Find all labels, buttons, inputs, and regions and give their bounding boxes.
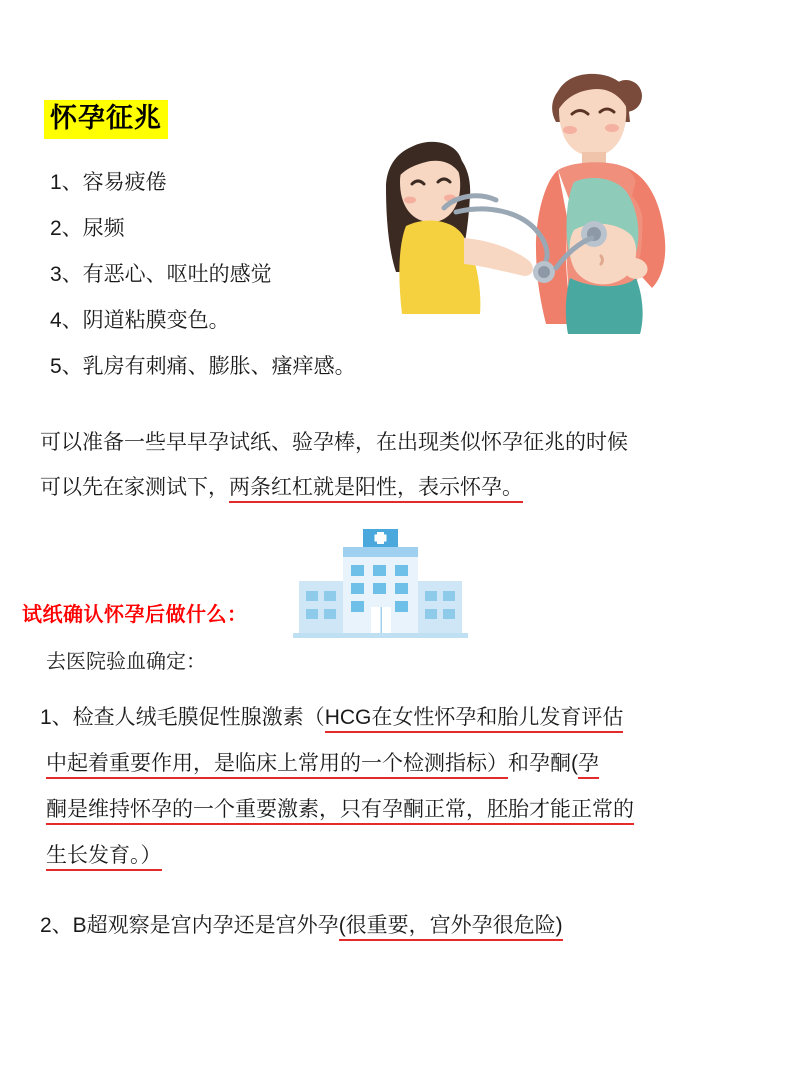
list-item: 2、尿频 <box>50 217 125 240</box>
paragraph-line <box>40 695 780 741</box>
paragraph-text-plain: 可以先在家测试下， <box>40 476 229 499</box>
blood-test-item-2 <box>40 903 780 949</box>
text-plain: 1、检查人绒毛膜促性腺激素（ <box>40 706 325 729</box>
list-item: 3、有恶心、呕吐的感觉 <box>50 263 272 286</box>
list-item: 1、容易疲倦 <box>50 171 167 194</box>
text-plain: 2、B超观察是宫内孕还是宫外孕 <box>40 914 339 937</box>
text-underlined: 酮是维持怀孕的一个重要激素，只有孕酮正常，胚胎才能正常的 <box>46 798 634 825</box>
section-lead-text: 去医院验血确定： <box>46 651 206 673</box>
blood-test-item-1 <box>40 695 780 879</box>
list-item: 5、乳房有刺痛、膨胀、瘙痒感。 <box>50 355 356 378</box>
hospital-building-illustration <box>293 523 468 643</box>
text-underlined: HCG在女性怀孕和胎儿发育评估 <box>325 706 624 733</box>
paragraph-line <box>40 833 780 879</box>
paragraph-line: 可以准备一些早早孕试纸、验孕棒，在出现类似怀孕征兆的时候 <box>40 431 628 454</box>
paragraph-line <box>40 465 770 510</box>
page-title-text: 怀孕征兆 <box>44 100 168 139</box>
section-subheading: 试纸确认怀孕后做什么： <box>22 604 248 626</box>
page-title <box>44 100 168 139</box>
list-item: 4、阴道粘膜变色。 <box>50 309 230 332</box>
symptom-list <box>46 172 446 402</box>
text-underlined: 孕 <box>578 752 599 779</box>
paragraph-text-underlined: 两条红杠就是阳性，表示怀孕。 <box>229 476 523 503</box>
text-underlined: 中起着重要作用，是临床上常用的一个检测指标） <box>46 752 508 779</box>
text-underlined: (很重要，宫外孕很危险) <box>339 914 563 941</box>
paragraph-line <box>40 741 780 787</box>
text-plain: 和孕酮( <box>508 752 578 775</box>
paragraph-line <box>40 787 780 833</box>
paragraph-home-test <box>40 420 770 510</box>
text-underlined: 生长发育。） <box>46 844 162 871</box>
